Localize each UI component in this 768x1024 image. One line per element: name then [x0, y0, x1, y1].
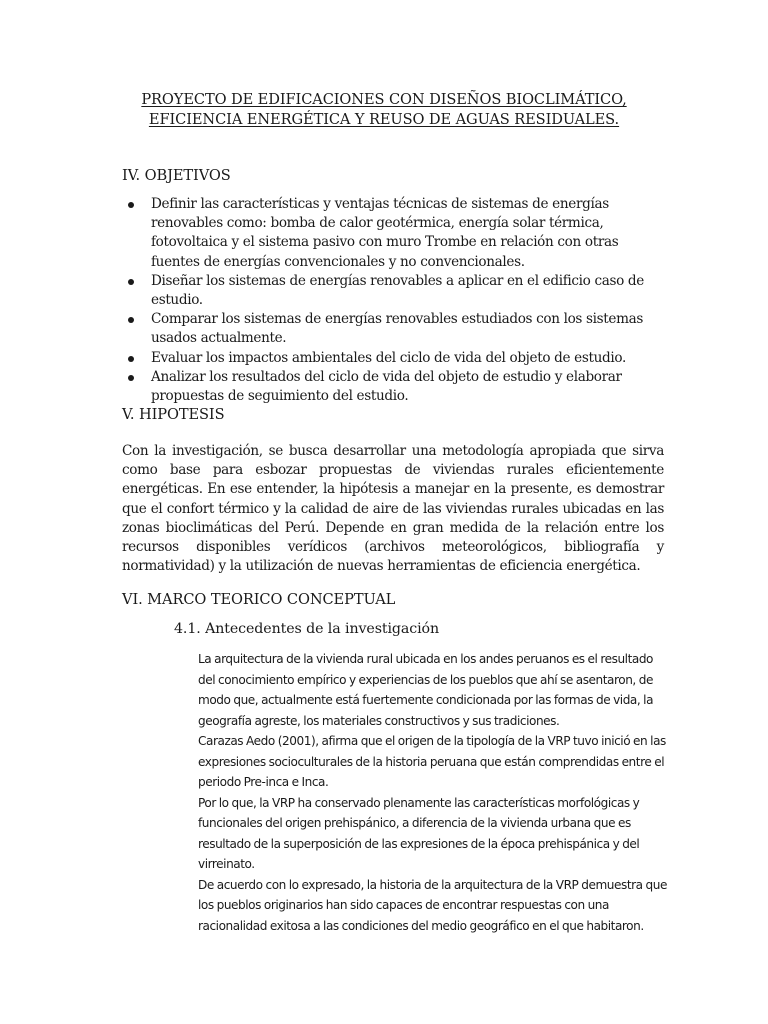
bullet-icon [128, 375, 134, 381]
marco-heading: VI. MARCO TEORICO CONCEPTUAL [122, 591, 396, 608]
list-item-text: Diseñar los sistemas de energías renovables a aplicar en el edificio caso de estudio. [151, 272, 644, 309]
bullet-icon [128, 317, 134, 323]
objetivos-heading: IV. OBJETIVOS [122, 167, 231, 184]
document-title [100, 90, 668, 130]
list-item-text: Comparar los sistemas de energías renovables estudiados con los sistemas usados actualmente. [151, 311, 644, 347]
list-item-text: Analizar los resultados del ciclo de vida del objeto de estudio y elaborar propuestas de seguimiento del estudio. [151, 368, 622, 405]
antecedentes-subheading: 4.1. Antecedentes de la investigación [174, 621, 440, 637]
bullet-icon [128, 202, 134, 208]
objetivos-list [122, 195, 667, 406]
antecedentes-paragraph: Por lo que, la VRP ha conservado plenamente las características morfológicas y funcionales del origen prehispánico, a diferencia de la vivienda urbana que es resultado de la superposición de las expresiones de la época prehispánica y del virreinato. [198, 795, 640, 871]
list-item [122, 368, 667, 406]
antecedentes-paragraph: La arquitectura de la vivienda rural ubicada en los andes peruanos es el resultado del conocimiento empírico y experiencias de los pueblos que ahí se asentaron, de modo que, actualmente está fuertemente condicionada por las formas de vida, la geografía agreste, los materiales constructivos y sus tradiciones. [198, 652, 654, 728]
list-item [122, 310, 667, 348]
document-title-line-1: PROYECTO DE EDIFICACIONES CON DISEÑOS BIOCLIMÁTICO, [141, 91, 627, 108]
bullet-icon [128, 356, 134, 362]
list-item-text: Definir las características y ventajas técnicas de sistemas de energías renovables como: bomba de calor geotérmica, energía solar térmica, fotovoltaica y el sistema pasivo con muro Trombe en relación con otras fuentes de energías convencionales y no convencionales. [151, 196, 619, 270]
list-item-text: Evaluar los impactos ambientales del ciclo de vida del objeto de estudio. [151, 349, 626, 366]
list-item [122, 349, 667, 368]
document-title-line-2: EFICIENCIA ENERGÉTICA Y REUSO DE AGUAS RESIDUALES. [148, 111, 620, 128]
antecedentes-text [198, 649, 668, 936]
list-item [122, 272, 667, 310]
antecedentes-paragraph: De acuerdo con lo expresado, la historia de la arquitectura de la VRP demuestra que los pueblos originarios han sido capaces de encontrar respuestas con una racionalidad exitosa a las condiciones del medio geográfico en el que habitaron. [198, 877, 667, 933]
antecedentes-paragraph: Carazas Aedo (2001), afirma que el origen de la tipología de la VRP tuvo inició en las expresiones socioculturales de la historia peruana que están comprendidas entre el periodo Pre-inca e Inca. [198, 734, 666, 789]
list-item [122, 195, 667, 272]
hipotesis-paragraph: Con la investigación, se busca desarrollar una metodología apropiada que sirva como base para esbozar propuestas de viviendas rurales eficientemente energéticas. En ese entender, la hipótesis a manejar en la presente, es demostrar que el confort térmico y la calidad de aire de las viviendas rurales ubicadas en las zonas bioclimáticas del Perú. Depende en gran medida de la relación entre los recursos disponibles verídicos (archivos meteorológicos, bibliografía y normatividad) y la utilización de nuevas herramientas de eficiencia energética. [122, 443, 664, 575]
bullet-icon [128, 279, 134, 285]
hipotesis-heading: V. HIPOTESIS [122, 406, 225, 423]
